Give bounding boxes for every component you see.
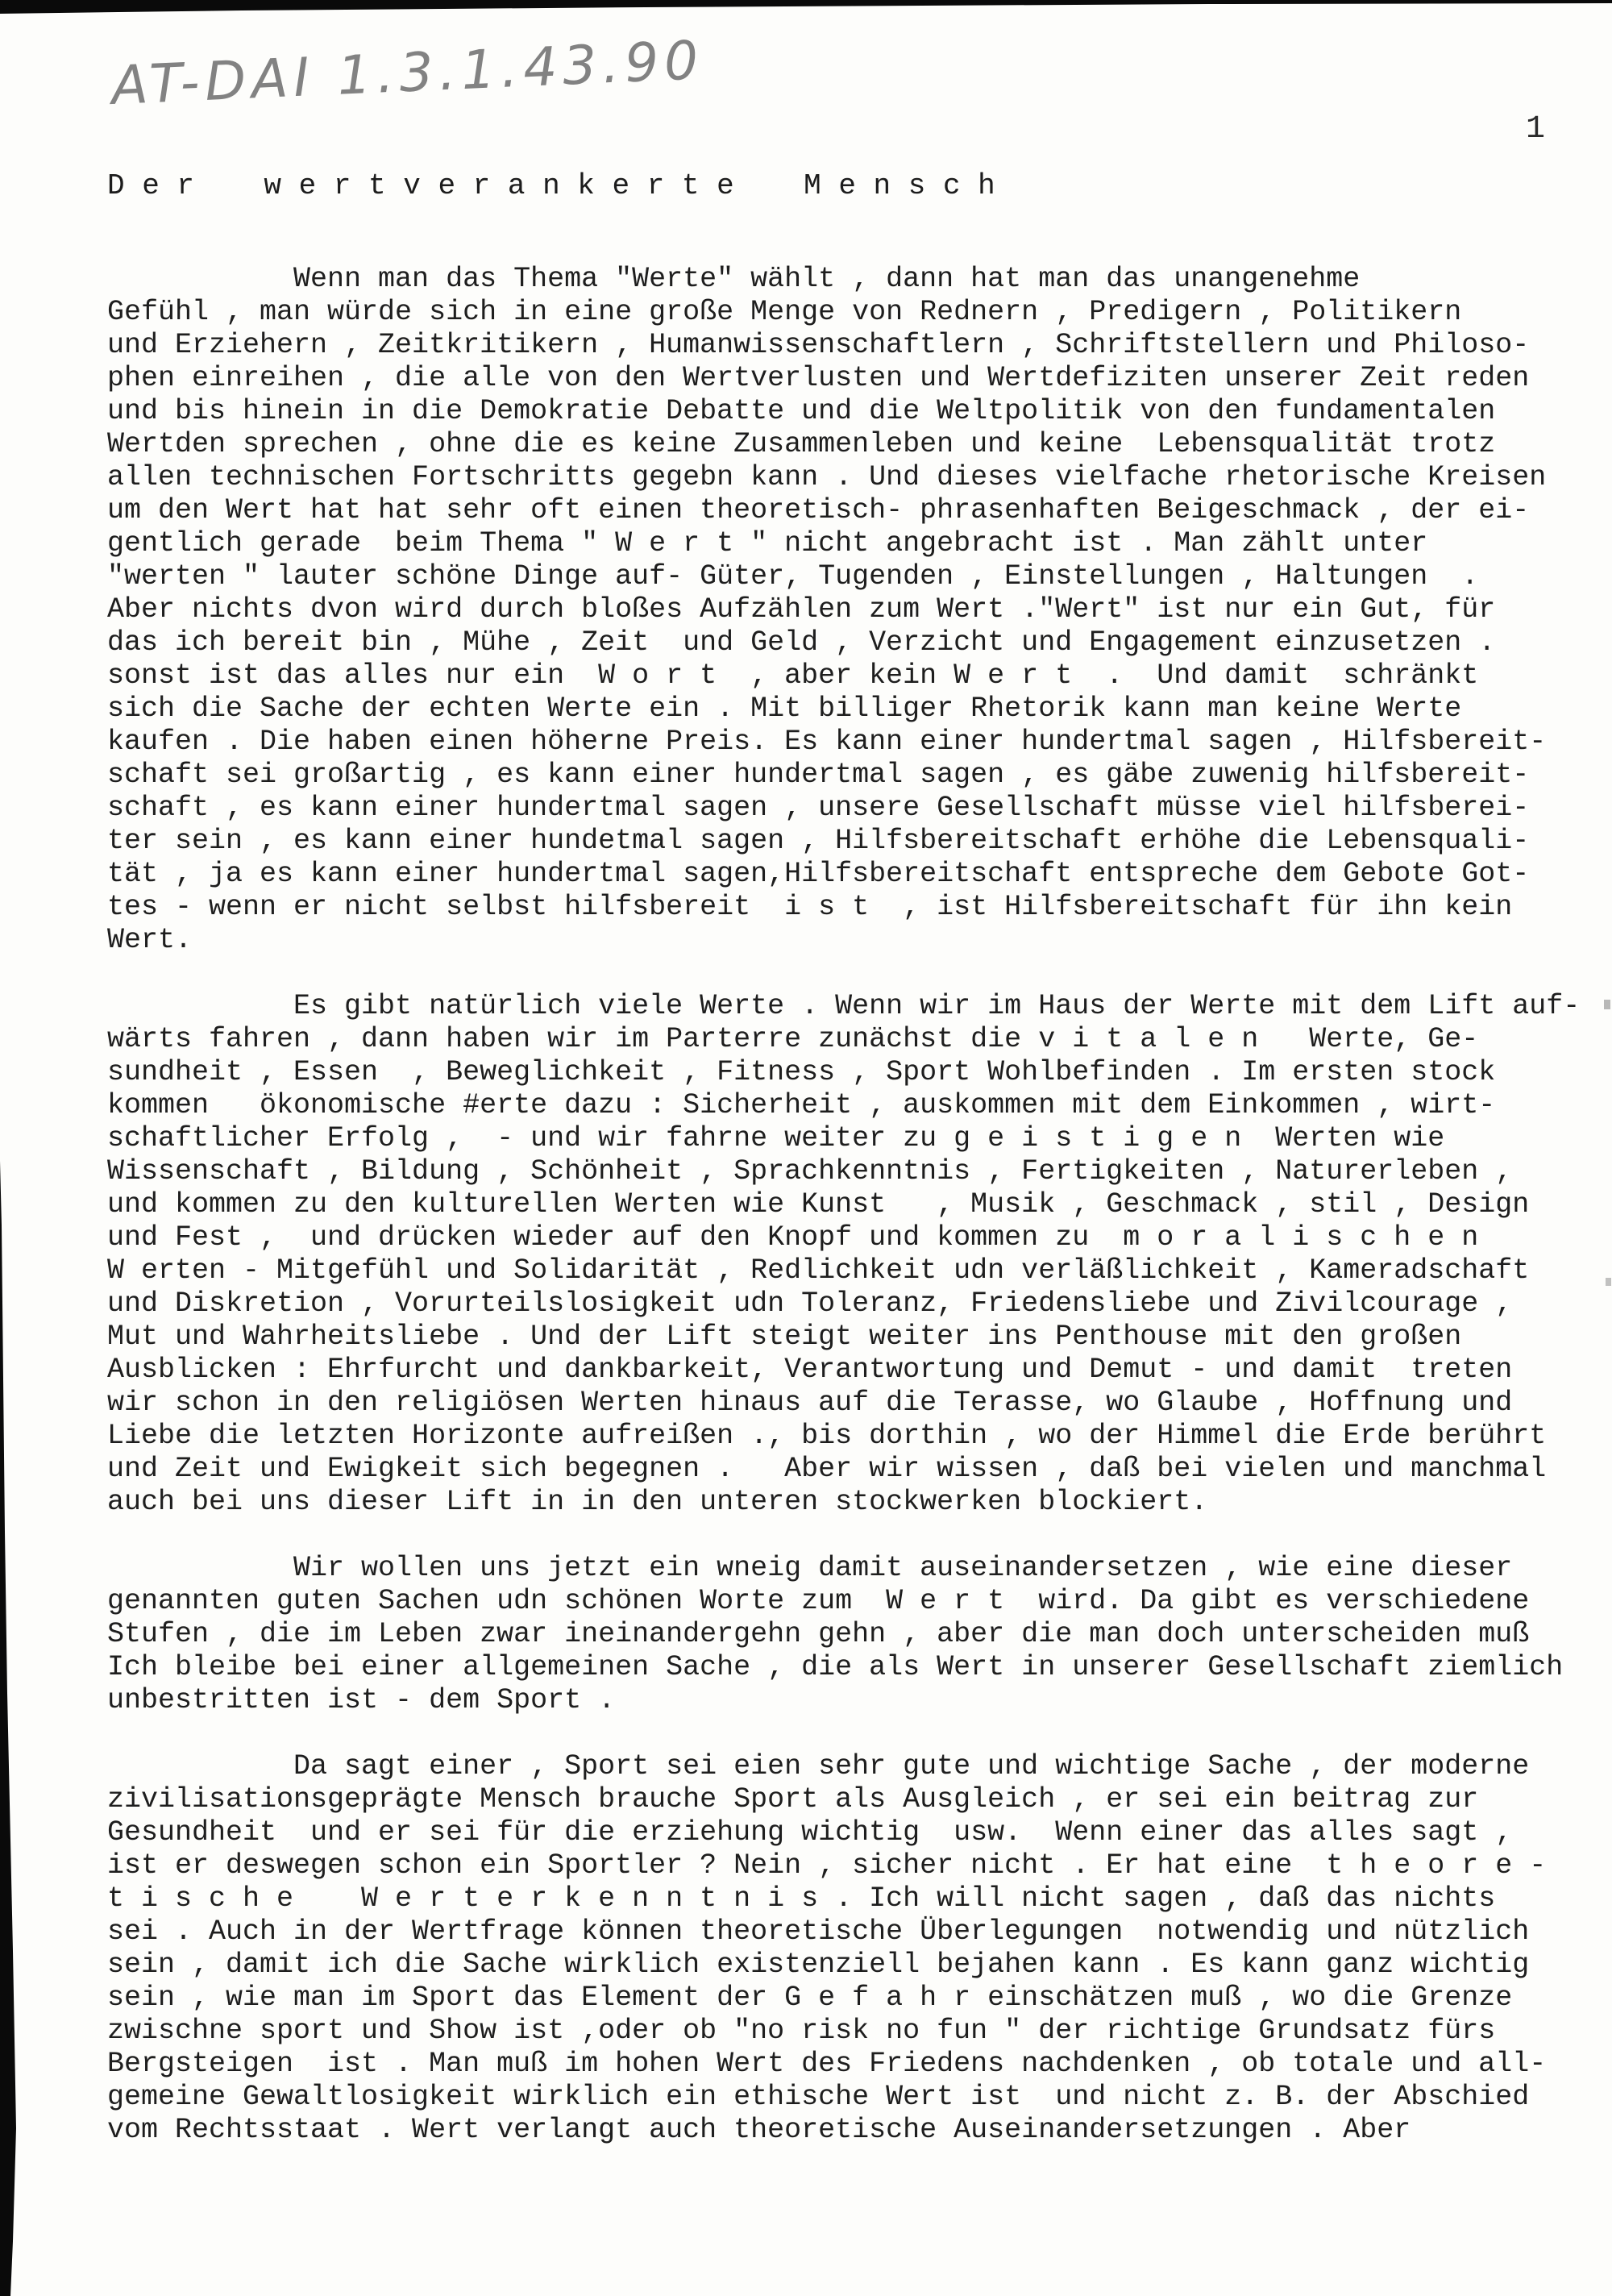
text-line: Es gibt natürlich viele Werte . Wenn wir im Haus der Werte mit dem Lift auf- xyxy=(107,990,1581,1022)
document-body xyxy=(107,263,1612,2147)
text-line: sich die Sache der echten Werte ein . Mit billiger Rhetorik kann man keine Werte xyxy=(107,693,1462,725)
text-line: sein , wie man im Sport das Element der G e f a h r einschätzen muß , wo die Grenze xyxy=(107,1982,1513,2014)
text-line: um den Wert hat hat sehr oft einen theoretisch- phrasenhaften Beigeschmack , der ei- xyxy=(107,494,1530,526)
text-line: kaufen . Die haben einen höherne Preis. Es kann einer hundertmal sagen , Hilfsbereit- xyxy=(107,726,1547,758)
text-line: "werten " lauter schöne Dinge auf- Güter, Tugenden , Einstellungen , Haltungen . xyxy=(107,560,1479,593)
text-line: und kommen zu den kulturellen Werten wie Kunst , Musik , Geschmack , stil , Design xyxy=(107,1188,1530,1221)
text-line: und Zeit und Ewigkeit sich begegnen . Aber wir wissen , daß bei vielen und manchmal xyxy=(107,1453,1547,1485)
text-line: sonst ist das alles nur ein W o r t , aber kein W e r t . Und damit schränkt xyxy=(107,659,1479,692)
text-line: Stufen , die im Leben zwar ineinandergehn gehn , aber die man doch unterscheiden muß xyxy=(107,1618,1530,1650)
text-line: Ich bleibe bei einer allgemeinen Sache , die als Wert in unserer Gesellschaft ziemlich xyxy=(107,1651,1564,1683)
text-line: und bis hinein in die Demokratie Debatte und die Weltpolitik von den fundamentalen xyxy=(107,395,1496,427)
text-line: W erten - Mitgefühl und Solidarität , Redlichkeit udn verläßlichkeit , Kameradschaft xyxy=(107,1254,1530,1287)
text-line: zwischne sport und Show ist ,oder ob "no risk no fun " der richtige Grundsatz fürs xyxy=(107,2015,1496,2047)
text-line: Mut und Wahrheitsliebe . Und der Lift steigt weiter ins Penthouse mit den großen xyxy=(107,1321,1462,1353)
text-line: und Erziehern , Zeitkritikern , Humanwissenschaftlern , Schriftstellern und Philoso- xyxy=(107,329,1530,361)
page-number: 1 xyxy=(1526,111,1546,148)
text-line: sein , damit ich die Sache wirklich existenziell bejahen kann . Es kann ganz wichtig xyxy=(107,1949,1530,1981)
text-line: Liebe die letzten Horizonte aufreißen ., bis dorthin , wo der Himmel die Erde berührt xyxy=(107,1420,1547,1452)
text-line: allen technischen Fortschritts gegebn kann . Und dieses vielfache rhetorische Kreisen xyxy=(107,461,1547,493)
text-line: Wenn man das Thema "Werte" wählt , dann hat man das unangenehme xyxy=(107,263,1361,295)
text-line: Gefühl , man würde sich in eine große Menge von Rednern , Predigern , Politikern xyxy=(107,296,1462,328)
text-line: tes - wenn er nicht selbst hilfsbereit i s t , ist Hilfsbereitschaft für ihn kein xyxy=(107,891,1513,923)
paragraph xyxy=(107,990,1612,1519)
text-line: ist er deswegen schon ein Sportler ? Nein , sicher nicht . Er hat eine t h e o r e - xyxy=(107,1849,1547,1882)
text-line: Ausblicken : Ehrfurcht und dankbarkeit, Verantwortung und Demut - und damit treten xyxy=(107,1354,1513,1386)
text-line: wir schon in den religiösen Werten hinaus auf die Terasse, wo Glaube , Hoffnung und xyxy=(107,1387,1513,1419)
text-line: Wertden sprechen , ohne die es keine Zusammenleben und keine Lebensqualität trotz xyxy=(107,428,1496,460)
text-line: Aber nichts dvon wird durch bloßes Aufzählen zum Wert ."Wert" ist nur ein Gut, für xyxy=(107,593,1496,626)
text-line: auch bei uns dieser Lift in in den unteren stockwerken blockiert. xyxy=(107,1486,1208,1518)
text-line: das ich bereit bin , Mühe , Zeit und Geld , Verzicht und Engagement einzusetzen . xyxy=(107,626,1496,659)
text-line: unbestritten ist - dem Sport . xyxy=(107,1684,616,1716)
text-line: sei . Auch in der Wertfrage können theoretische Überlegungen notwendig und nützlich xyxy=(107,1915,1530,1948)
text-line: kommen ökonomische #erte dazu : Sicherheit , auskommen mit dem Einkommen , wirt- xyxy=(107,1089,1496,1121)
text-line: genannten guten Sachen udn schönen Worte zum W e r t wird. Da gibt es verschiedene xyxy=(107,1585,1530,1617)
paragraph xyxy=(107,1750,1612,2147)
paragraph xyxy=(107,1552,1612,1717)
document-title: D e r w e r t v e r a n k e r t e M e n s c h xyxy=(107,169,995,202)
text-line: und Diskretion , Vorurteilslosigkeit udn Toleranz, Friedensliebe und Zivilcourage , xyxy=(107,1287,1513,1320)
text-line: Wert. xyxy=(107,924,193,956)
text-line: gentlich gerade beim Thema " W e r t " nicht angebracht ist . Man zählt unter xyxy=(107,527,1428,559)
text-line: schaftlicher Erfolg , - und wir fahrne weiter zu g e i s t i g e n Werten wie xyxy=(107,1122,1445,1154)
text-line: und Fest , und drücken wieder auf den Knopf und kommen zu m o r a l i s c h e n xyxy=(107,1221,1479,1254)
text-line: t i s c h e W e r t e r k e n n t n i s . Ich will nicht sagen , daß das nichts xyxy=(107,1882,1496,1915)
text-line: phen einreihen , die alle von den Wertverlusten und Wertdefiziten unserer Zeit reden xyxy=(107,362,1530,394)
text-line: Wissenschaft , Bildung , Schönheit , Sprachkenntnis , Fertigkeiten , Naturerleben , xyxy=(107,1155,1513,1188)
scan-artifact-top-edge xyxy=(0,0,1612,19)
text-line: sundheit , Essen , Beweglichkeit , Fitness , Sport Wohlbefinden . Im ersten stock xyxy=(107,1056,1496,1088)
text-line: ter sein , es kann einer hundetmal sagen , Hilfsbereitschaft erhöhe die Lebensquali- xyxy=(107,825,1530,857)
text-line: wärts fahren , dann haben wir im Parterre zunächst die v i t a l e n Werte, Ge- xyxy=(107,1023,1479,1055)
text-line: gemeine Gewaltlosigkeit wirklich ein ethische Wert ist und nicht z. B. der Abschied xyxy=(107,2081,1530,2113)
text-line: zivilisationsgeprägte Mensch brauche Sport als Ausgleich , er sei ein beitrag zur xyxy=(107,1783,1479,1816)
text-line: Wir wollen uns jetzt ein wneig damit auseinandersetzen , wie eine dieser xyxy=(107,1552,1513,1584)
text-line: Gesundheit und er sei für die erziehung wichtig usw. Wenn einer das alles sagt , xyxy=(107,1816,1513,1849)
paragraph xyxy=(107,263,1612,957)
text-line: Da sagt einer , Sport sei eien sehr gute und wichtige Sache , der moderne xyxy=(107,1750,1530,1782)
text-line: tät , ja es kann einer hundertmal sagen,Hilfsbereitschaft entspreche dem Gebote Got- xyxy=(107,858,1530,890)
text-line: Bergsteigen ist . Man muß im hohen Wert des Friedens nachdenken , ob totale und all- xyxy=(107,2048,1547,2080)
text-line: vom Rechtsstaat . Wert verlangt auch theoretische Auseinandersetzungen . Aber xyxy=(107,2114,1411,2146)
handwritten-archive-reference: AT-DAI 1.3.1.43.90 xyxy=(110,28,705,118)
scan-artifact-left-edge xyxy=(0,0,24,2296)
text-line: schaft , es kann einer hundertmal sagen , unsere Gesellschaft müsse viel hilfsberei- xyxy=(107,792,1530,824)
text-line: schaft sei großartig , es kann einer hundertmal sagen , es gäbe zuwenig hilfsbereit- xyxy=(107,759,1530,791)
